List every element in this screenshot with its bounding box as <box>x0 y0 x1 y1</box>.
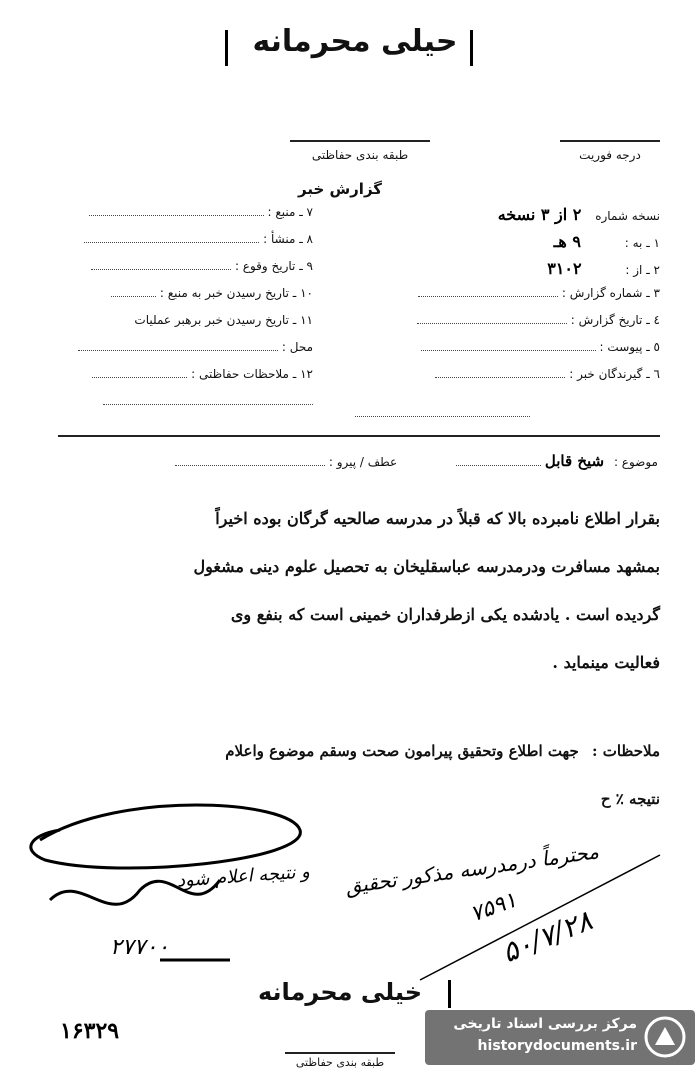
body-line: بمشهد مسافرت ودرمدرسه عباسقلیخان به تحصیل علوم دینی مشغول <box>193 557 660 576</box>
handwriting-line-2: و نتیجه اعلام شود <box>176 861 311 892</box>
stamp-top: حیلی محرمانه <box>252 24 458 59</box>
remarks-text: جهت اطلاع وتحقیق پیرامون صحت وسقم موضوع واعلام <box>225 742 579 760</box>
field-security-remarks: ۱۲ ـ ملاحظات حفاظتی : <box>58 367 313 394</box>
field-recipients: ٦ ـ گیرندگان خبر : <box>355 367 660 394</box>
field-occurrence-date: ۹ ـ تاریخ وقوع : <box>58 259 313 286</box>
field-source: ۷ ـ منبع : <box>58 205 313 232</box>
archive-logo-icon <box>643 1015 687 1059</box>
bottom-left-number: ۱۶۳۲۹ <box>60 1018 120 1044</box>
watermark <box>425 1010 695 1065</box>
handwriting-left-number: ۲۷۷۰۰ <box>110 935 170 960</box>
body-line: فعالیت مینماید . <box>552 653 660 672</box>
field-report-date: ٤ ـ تاریخ گزارش : <box>355 313 660 340</box>
subject-label: موضوع : <box>613 455 658 469</box>
subject-value: شیخ قابل <box>544 452 605 470</box>
report-title: گزارش خبر <box>297 180 383 198</box>
watermark-title: مرکز بررسی اسناد تاریخی <box>453 1016 637 1032</box>
watermark-url: historydocuments.ir <box>477 1038 637 1054</box>
stamp-bottom-bar-right <box>448 980 451 1008</box>
handwriting-number: ۷۵۹۱ <box>467 887 521 928</box>
field-date-received-operations: ۱۱ ـ تاریخ رسیدن خبر برهبر عملیات <box>134 313 313 327</box>
stamp-bottom: خیلی محرمانه <box>257 978 423 1006</box>
signature-loop <box>31 805 301 868</box>
handwriting-date: ۵۰/۷/۲۸ <box>497 903 597 970</box>
field-origin: ۸ ـ منشأ : <box>58 232 313 259</box>
remarks-result: نتیجه ٪ ح <box>600 790 660 808</box>
field-report-number: ۳ ـ شماره گزارش : <box>355 286 660 313</box>
field-location: محل : <box>58 340 313 367</box>
body-line: گردیده است . یادشده یکی ازطرفداران خمینی است که بنفع وی <box>230 605 660 624</box>
field-attachment: ٥ ـ پیوست : <box>355 340 660 367</box>
field-from: ۲ ـ از : ۳۱۰۲ <box>547 259 660 278</box>
urgency-label: درجه فوریت <box>579 148 641 162</box>
field-copy-number: نسخه شماره ۲ از ۳ نسخه <box>497 205 660 224</box>
ref-label: عطف / پیرو : <box>328 455 398 469</box>
handwriting-line-1: محترماً درمدرسه مذکور تحقیق <box>343 839 601 899</box>
remarks-label: ملاحظات : <box>591 742 660 760</box>
body-line: بقرار اطلاع نامبرده بالا که قبلاً در مدرسه صالحیه گرگان بوده اخیراً <box>215 509 660 528</box>
footer-line <box>285 1052 395 1054</box>
footer-classification-label: طبقه بندی حفاظتی <box>295 1056 385 1069</box>
field-date-received-source: ۱۰ ـ تاریخ رسیدن خبر به منبع : <box>58 286 313 313</box>
classification-label: طبقه بندی حفاظتی <box>311 148 409 162</box>
field-to: ۱ ـ به : ۹ هـ <box>553 232 660 251</box>
